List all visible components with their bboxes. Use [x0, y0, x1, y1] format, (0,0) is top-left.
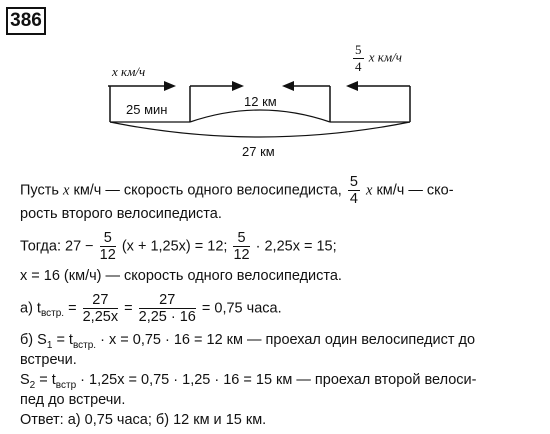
line-5: [20, 292, 282, 325]
frac-num: 5: [100, 230, 116, 247]
frac-num: 5: [233, 230, 249, 247]
right-speed-label: [351, 42, 402, 75]
frac-num: 5: [349, 174, 358, 190]
var-x: x: [365, 182, 373, 199]
total-arc: [110, 122, 410, 137]
time-label: 25 мин: [126, 102, 168, 117]
line-1: [20, 174, 454, 207]
line-7: встречи.: [20, 352, 77, 368]
equals-t: = t: [56, 332, 73, 348]
line-2: рость второго велосипедиста.: [20, 206, 222, 222]
t-meet: а) t: [20, 300, 41, 317]
middle-distance-label: 12 км: [244, 94, 277, 109]
text-speed-first: км/ч — скорость одного велосипедиста,: [73, 182, 342, 199]
s2: S: [20, 372, 30, 388]
right-speed-numerator: 5: [355, 42, 362, 57]
frac-den: 2,25 · 16: [138, 309, 196, 325]
equation-part: · x = 0,75 · 16 = 12 км — проехал один велосипедист до: [100, 332, 476, 348]
left-arrow-head: [164, 81, 176, 91]
var-x: x: [63, 182, 70, 199]
frac-den: 2,25x: [82, 309, 119, 325]
line-3: [20, 230, 337, 263]
equals: =: [124, 300, 133, 317]
middle-left-arrow-head: [282, 81, 294, 91]
subscript: встр: [55, 379, 77, 391]
motion-diagram: [0, 0, 550, 168]
line-4: x = 16 (км/ч) — скорость одного велосипедиста.: [20, 268, 342, 284]
equals: =: [68, 300, 77, 317]
equation-part: · 2,25x = 15;: [255, 238, 337, 255]
equals-t: = t: [39, 372, 56, 388]
line-9: пед до встречи.: [20, 392, 126, 408]
right-speed-denominator: 4: [355, 59, 362, 74]
line-6: [20, 332, 475, 351]
subscript: 2: [29, 379, 36, 391]
subscript: встр.: [72, 339, 97, 351]
result: = 0,75 часа.: [201, 300, 282, 317]
text-togda: Тогда: 27 −: [20, 238, 94, 255]
frac-den: 4: [349, 191, 358, 207]
subscript: встр.: [40, 308, 65, 320]
equation-part: (x + 1,25x) = 12;: [121, 238, 228, 255]
right-speed-unit: x км/ч: [368, 49, 402, 65]
text-speed-second: км/ч — ско-: [376, 182, 454, 199]
subscript: 1: [46, 339, 53, 351]
left-speed-label: x км/ч: [112, 64, 146, 79]
frac-num: 27: [83, 292, 118, 309]
middle-arc: [190, 110, 330, 122]
text-pust: Пусть: [20, 182, 59, 199]
frac-num: 27: [139, 292, 196, 309]
answer-line: Ответ: а) 0,75 часа; б) 12 км и 15 км.: [20, 412, 267, 428]
problem-number: 386: [6, 7, 46, 35]
middle-right-arrow-head: [232, 81, 244, 91]
line-8: [20, 372, 476, 391]
total-distance-label: 27 км: [242, 144, 275, 159]
frac-den: 12: [233, 247, 250, 263]
right-arrow-head: [346, 81, 358, 91]
frac-den: 12: [99, 247, 116, 263]
equation-part: · 1,25x = 0,75 · 1,25 · 16 = 15 км — проехал второй велоси-: [80, 372, 477, 388]
s1: б) S: [20, 332, 47, 348]
